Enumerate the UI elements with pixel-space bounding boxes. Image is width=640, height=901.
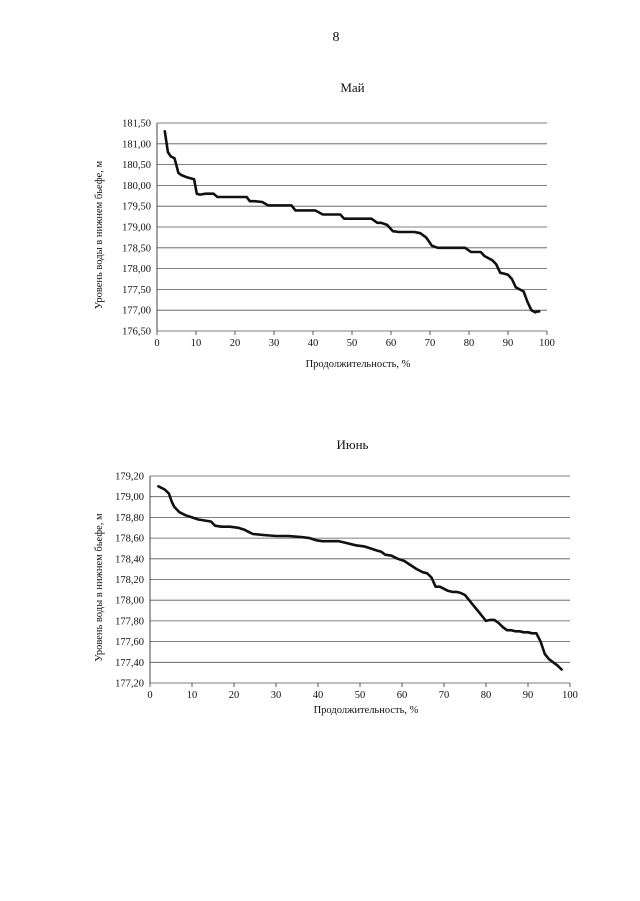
x-tick-label: 90 bbox=[502, 338, 514, 349]
x-tick-label: 10 bbox=[186, 690, 198, 701]
x-tick-label: 50 bbox=[354, 690, 366, 701]
y-tick-label: 180,50 bbox=[122, 160, 151, 172]
y-tick-label: 181,00 bbox=[122, 139, 151, 151]
y-tick-label: 179,20 bbox=[115, 471, 144, 483]
y-tick-label: 180,00 bbox=[122, 180, 151, 192]
x-tick-label: 30 bbox=[270, 690, 282, 701]
y-tick-label: 177,20 bbox=[115, 678, 144, 690]
x-tick-label: 20 bbox=[229, 338, 241, 349]
x-tick-label: 40 bbox=[307, 338, 319, 349]
x-tick-label: 80 bbox=[463, 338, 475, 349]
x-tick-label: 70 bbox=[424, 338, 436, 349]
x-tick-label: 60 bbox=[385, 338, 397, 349]
y-tick-label: 179,50 bbox=[122, 201, 151, 213]
y-tick-label: 177,80 bbox=[115, 616, 144, 628]
x-axis-label: Продолжительность, % bbox=[305, 359, 411, 370]
x-tick-label: 70 bbox=[438, 690, 450, 701]
y-tick-label: 178,20 bbox=[115, 575, 144, 586]
x-tick-label: 90 bbox=[522, 690, 534, 701]
y-tick-label: 178,50 bbox=[122, 243, 151, 255]
y-tick-label: 179,00 bbox=[115, 492, 144, 504]
y-axis-label: Уровень воды в нижнем бьефе, м bbox=[94, 513, 105, 662]
x-tick-label: 40 bbox=[312, 690, 324, 701]
y-tick-label: 178,40 bbox=[115, 554, 144, 566]
y-tick-label: 177,50 bbox=[122, 284, 151, 296]
x-tick-label: 0 bbox=[154, 338, 160, 349]
chart-title-june: Июнь bbox=[336, 437, 369, 452]
x-tick-label: 100 bbox=[539, 338, 555, 349]
x-tick-label: 100 bbox=[562, 690, 578, 701]
page-number: 8 bbox=[332, 30, 340, 45]
y-tick-label: 177,00 bbox=[122, 305, 151, 317]
y-tick-label: 178,80 bbox=[115, 512, 144, 524]
y-axis-label: Уровень воды в нижнем бьефе, м bbox=[94, 160, 105, 310]
x-tick-label: 80 bbox=[480, 690, 492, 701]
x-tick-label: 0 bbox=[147, 690, 153, 701]
y-tick-label: 176,50 bbox=[122, 326, 151, 338]
x-tick-label: 60 bbox=[396, 690, 408, 701]
y-tick-label: 178,00 bbox=[115, 595, 144, 607]
x-tick-label: 10 bbox=[190, 338, 202, 349]
x-tick-label: 50 bbox=[346, 338, 358, 349]
y-tick-label: 178,00 bbox=[122, 264, 151, 276]
series-line bbox=[158, 486, 561, 669]
x-tick-label: 20 bbox=[228, 690, 240, 701]
y-tick-label: 177,60 bbox=[115, 637, 144, 649]
y-tick-label: 181,50 bbox=[122, 118, 151, 130]
x-axis-label: Продолжительность, % bbox=[313, 705, 419, 716]
y-tick-label: 179,00 bbox=[122, 222, 151, 234]
chart-title-may: Май bbox=[340, 80, 365, 95]
y-tick-label: 177,40 bbox=[115, 657, 144, 669]
x-tick-label: 30 bbox=[268, 338, 280, 349]
y-tick-label: 178,60 bbox=[115, 533, 144, 545]
